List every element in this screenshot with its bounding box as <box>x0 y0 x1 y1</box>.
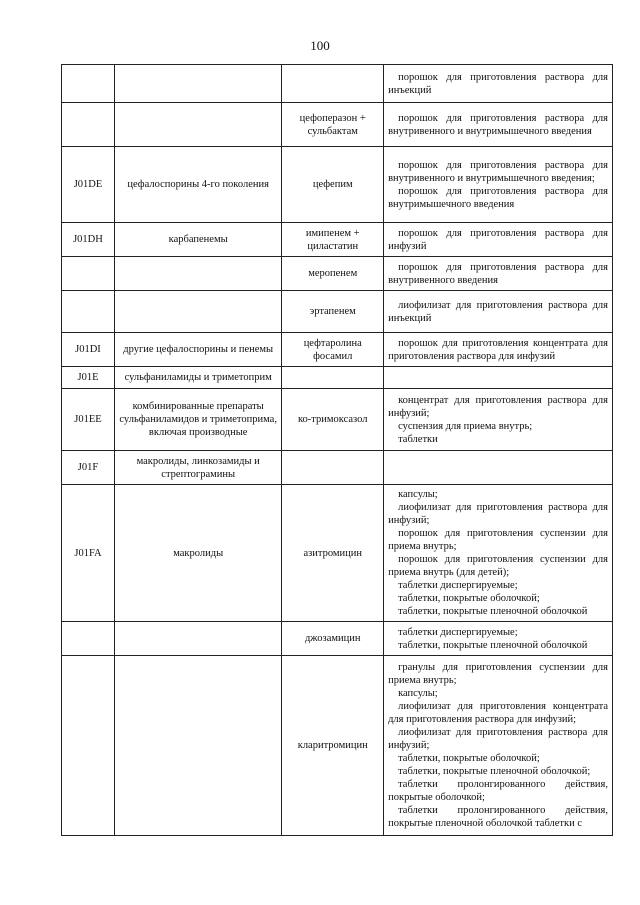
dosage-form-line: суспензия для приема внутрь; <box>398 420 533 432</box>
dosage-form-line: таблетки, покрытые оболочкой; <box>398 753 540 764</box>
drug-name-cell: эртапенем <box>282 291 384 333</box>
atc-code-cell: J01DE <box>62 147 115 223</box>
atc-code-cell: J01DH <box>62 223 115 257</box>
drug-name-cell: цефепим <box>282 147 384 223</box>
dosage-forms-cell <box>384 367 613 389</box>
drug-table <box>61 64 613 836</box>
table-body <box>62 65 613 836</box>
dosage-forms-cell <box>384 65 613 103</box>
dosage-form-line: лиофилизат для приготовления раствора для инфузий; <box>388 727 608 751</box>
dosage-forms-cell <box>384 389 613 451</box>
drug-name-cell <box>282 451 384 485</box>
dosage-form-line: порошок для приготовления раствора для внутривенного и внутримышечного введения <box>388 112 608 137</box>
dosage-form-line: порошок для приготовления раствора для внутривенного и внутримышечного введения; <box>388 159 608 184</box>
drug-name-cell: цефоперазон + сульбактам <box>282 103 384 147</box>
dosage-form-line: концентрат для приготовления раствора для инфузий; <box>388 394 608 419</box>
drug-name-cell: кларитромицин <box>282 656 384 836</box>
group-name-cell <box>114 656 281 836</box>
atc-code-cell <box>62 103 115 147</box>
atc-code-cell: J01FA <box>62 485 115 622</box>
dosage-form-line: таблетки пролонгированного действия, покрытые пленочной оболочкой таблетки с <box>388 805 608 829</box>
group-name-cell <box>114 65 281 103</box>
atc-code-cell: J01E <box>62 367 115 389</box>
dosage-forms-cell <box>384 622 613 656</box>
table-row <box>62 622 613 656</box>
atc-code-cell: J01DI <box>62 333 115 367</box>
table-row <box>62 147 613 223</box>
dosage-form-line: порошок для приготовления раствора для внутримышечного введения <box>388 185 608 210</box>
dosage-form-line: капсулы; <box>398 489 438 500</box>
dosage-form-line: таблетки, покрытые пленочной оболочкой <box>398 639 588 651</box>
dosage-form-line: таблетки диспергируемые; <box>398 626 518 638</box>
group-name-cell: другие цефалоспорины и пенемы <box>114 333 281 367</box>
dosage-form-line: порошок для приготовления суспензии для приема внутрь; <box>388 528 608 552</box>
table-row <box>62 65 613 103</box>
group-name-cell: макролиды, линкозамиды и стрептограмины <box>114 451 281 485</box>
dosage-form-line: лиофилизат для приготовления раствора для инъекций <box>388 299 608 324</box>
dosage-form-line: таблетки, покрытые оболочкой; <box>398 593 540 604</box>
group-name-cell: карбапенемы <box>114 223 281 257</box>
dosage-forms-cell <box>384 291 613 333</box>
atc-code-cell <box>62 291 115 333</box>
table-row <box>62 367 613 389</box>
table-row <box>62 656 613 836</box>
drug-name-cell: ко-тримоксазол <box>282 389 384 451</box>
table-row <box>62 103 613 147</box>
atc-code-cell <box>62 622 115 656</box>
atc-code-cell: J01EE <box>62 389 115 451</box>
dosage-forms-cell <box>384 485 613 622</box>
dosage-form-line: лиофилизат для приготовления раствора для инфузий; <box>388 502 608 526</box>
drug-name-cell <box>282 65 384 103</box>
dosage-form-line: порошок для приготовления раствора для инъекций <box>388 71 608 96</box>
atc-code-cell: J01F <box>62 451 115 485</box>
page-number: 100 <box>310 38 330 53</box>
table-row <box>62 389 613 451</box>
drug-name-cell <box>282 367 384 389</box>
dosage-forms-cell <box>384 333 613 367</box>
table-row <box>62 257 613 291</box>
atc-code-cell <box>62 656 115 836</box>
table-row <box>62 451 613 485</box>
dosage-forms-cell <box>384 451 613 485</box>
dosage-forms-cell <box>384 223 613 257</box>
drug-name-cell: цефтаролина фосамил <box>282 333 384 367</box>
dosage-forms-cell <box>384 147 613 223</box>
table-row <box>62 333 613 367</box>
group-name-cell <box>114 291 281 333</box>
drug-name-cell: имипенем + циластатин <box>282 223 384 257</box>
dosage-form-line: таблетки пролонгированного действия, покрытые оболочкой; <box>388 779 608 803</box>
dosage-form-line: порошок для приготовления раствора для инфузий <box>388 227 608 252</box>
atc-code-cell <box>62 65 115 103</box>
dosage-form-line: порошок для приготовления раствора для внутривенного введения <box>388 261 608 286</box>
dosage-form-line: порошок для приготовления концентрата для приготовления раствора для инфузий <box>388 337 608 362</box>
dosage-form-line: таблетки диспергируемые; <box>398 580 518 591</box>
atc-code-cell <box>62 257 115 291</box>
table-row <box>62 485 613 622</box>
dosage-form-line: порошок для приготовления суспензии для приема внутрь (для детей); <box>388 554 608 578</box>
group-name-cell: макролиды <box>114 485 281 622</box>
drug-name-cell: меропенем <box>282 257 384 291</box>
dosage-form-line: таблетки <box>398 433 438 445</box>
group-name-cell: комбинированные препараты сульфаниламидов и триметоприма, включая производные <box>114 389 281 451</box>
dosage-forms-cell <box>384 257 613 291</box>
dosage-form-line: лиофилизат для приготовления концентрата для приготовления раствора для инфузий; <box>388 701 608 725</box>
group-name-cell <box>114 103 281 147</box>
dosage-form-line: таблетки, покрытые пленочной оболочкой; <box>398 766 591 777</box>
dosage-forms-cell <box>384 103 613 147</box>
group-name-cell <box>114 257 281 291</box>
group-name-cell <box>114 622 281 656</box>
dosage-form-line: капсулы; <box>398 688 438 699</box>
group-name-cell: цефалоспорины 4-го поколения <box>114 147 281 223</box>
dosage-form-line: таблетки, покрытые пленочной оболочкой <box>398 606 588 617</box>
drug-name-cell: азитромицин <box>282 485 384 622</box>
group-name-cell: сульфаниламиды и триметоприм <box>114 367 281 389</box>
dosage-form-line: гранулы для приготовления суспензии для приема внутрь; <box>388 662 608 686</box>
table-row <box>62 223 613 257</box>
table-row <box>62 291 613 333</box>
drug-name-cell: джозамицин <box>282 622 384 656</box>
dosage-forms-cell <box>384 656 613 836</box>
